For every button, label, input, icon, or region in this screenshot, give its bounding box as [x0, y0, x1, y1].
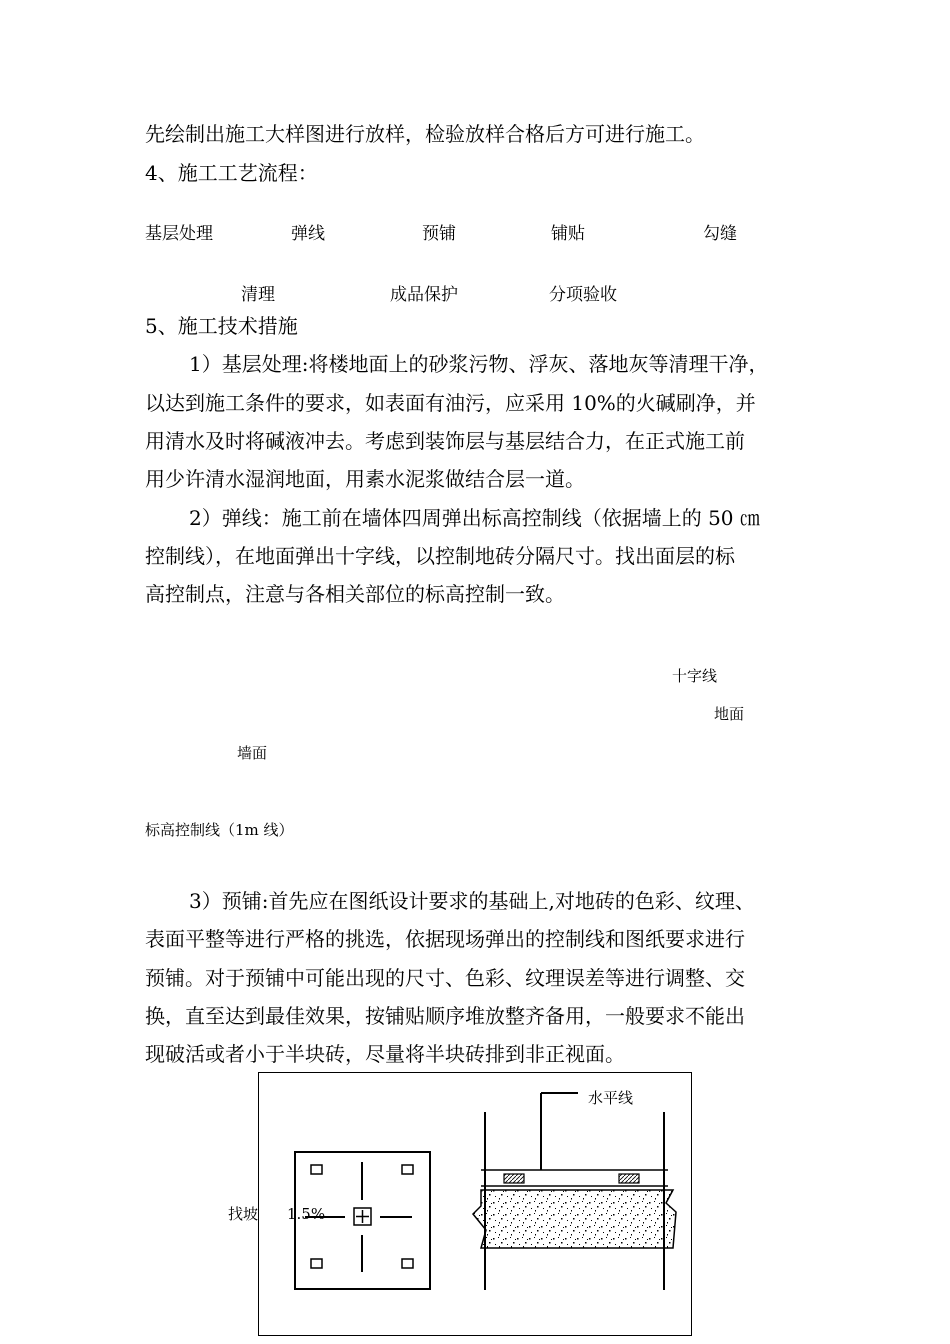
label-horizontal-line: 水平线 [588, 1089, 634, 1107]
label-cross-line: 十字线 [672, 667, 718, 685]
step1-line-1: 1）基层处理:将楼地面上的砂浆污物、浮灰、落地灰等清理干净， [189, 352, 769, 376]
flow-step-base-treatment: 基层处理 [145, 224, 213, 244]
heading-technical-measures: 5、施工技术措施 [145, 314, 298, 338]
flow-step-pre-lay: 预铺 [422, 224, 456, 244]
step1-line-4: 用少许清水湿润地面，用素水泥浆做结合层一道。 [145, 467, 585, 491]
flow-step-paste: 铺贴 [551, 224, 585, 244]
label-level-control-line: 标高控制线（1m 线） [145, 821, 294, 839]
step3-line-3: 预铺。对于预铺中可能出现的尺寸、色彩、纹理误差等进行调整、交 [145, 966, 745, 990]
step2-line-3: 高控制点，注意与各相关部位的标高控制一致。 [145, 582, 565, 606]
step1-line-2: 以达到施工条件的要求，如表面有油污，应采用 10%的火碱刷净，并 [145, 391, 756, 415]
floor-section-drawing [473, 1093, 676, 1290]
flow-step-protection: 成品保护 [390, 285, 458, 305]
label-slope-value: 1.5% [287, 1205, 326, 1223]
heading-process-flow: 4、施工工艺流程： [145, 161, 318, 185]
step3-line-4: 换，直至达到最佳效果，按铺贴顺序堆放整齐备用，一般要求不能出 [145, 1004, 745, 1028]
flow-step-pointing: 勾缝 [703, 224, 737, 244]
step1-line-3: 用清水及时将碱液冲去。考虑到装饰层与基层结合力，在正式施工前 [145, 429, 745, 453]
step2-line-1: 2）弹线：施工前在墙体四周弹出标高控制线（依据墙上的 50 ㎝ [189, 506, 760, 530]
step3-line-2: 表面平整等进行严格的挑选，依据现场弹出的控制线和图纸要求进行 [145, 927, 745, 951]
flow-step-snap-line: 弹线 [291, 224, 325, 244]
step2-line-2: 控制线），在地面弹出十字线，以控制地砖分隔尺寸。找出面层的标 [145, 544, 735, 568]
label-floor: 地面 [714, 705, 745, 723]
label-wall: 墙面 [237, 744, 268, 762]
step3-line-1: 3）预铺:首先应在图纸设计要求的基础上,对地砖的色彩、纹理、 [189, 889, 755, 913]
flow-step-acceptance: 分项验收 [549, 285, 617, 305]
step3-line-5: 现破活或者小于半块砖，尽量将半块砖排到非正视面。 [145, 1042, 625, 1066]
paragraph-intro: 先绘制出施工大样图进行放样，检验放样合格后方可进行施工。 [145, 122, 705, 146]
flow-step-cleaning: 清理 [241, 285, 275, 305]
label-slope: 找坡 [228, 1205, 259, 1223]
